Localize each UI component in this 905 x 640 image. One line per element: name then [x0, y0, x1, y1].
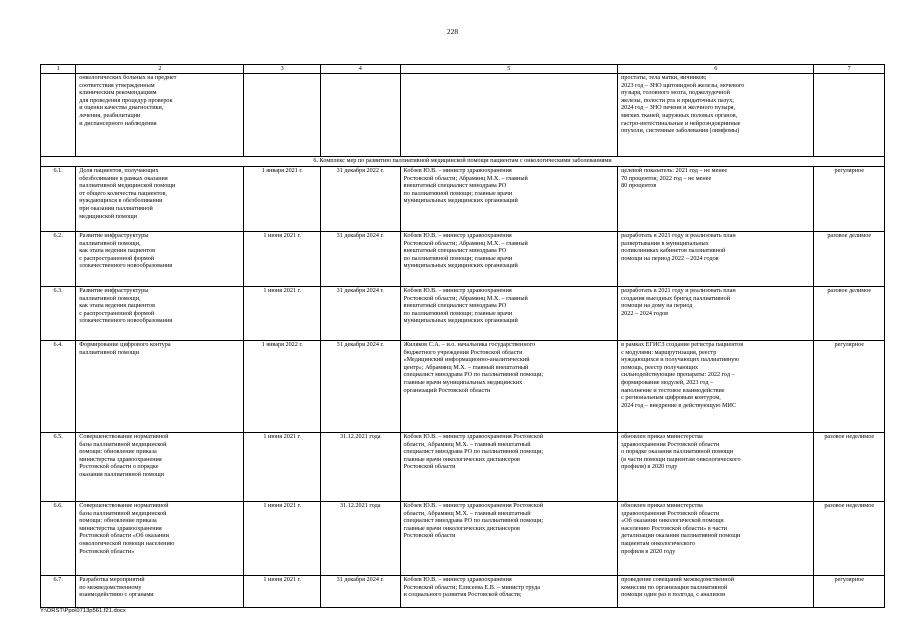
cell-num: 6.7. — [41, 576, 76, 608]
cell-result: разработать в 2021 году и реализовать план развертывания в муниципальных поликлиниках кабинетов паллиативной помощи на период 2022 – 2024 годов — [618, 232, 814, 287]
cell-name: Совершенствование нормативной базы паллиативной медицинской помощи: обновление приказа министерства здравоохранения Ростовской области «Об оказании онкологической помощи населению Ростовской области» — [76, 502, 244, 576]
file-path-footer: Y:\ORST\Ppo\0713p561.f21.docx — [40, 608, 126, 614]
cell-result: проведение совещаний межведомственной комиссии по организации паллиативной помощи один раз в полгода, с анализом — [618, 576, 814, 608]
cell-start: 1 июня 2021 г. — [244, 502, 321, 576]
page-number: 228 — [446, 27, 459, 36]
cell-start: 1 июня 2021 г. — [244, 287, 321, 341]
cell-frequency: разовое неделимое — [814, 433, 885, 502]
cell-name: онкологических больных на предмет соответствия утвержденным клиническим рекомендациям для проведения процедур проверок и оценки качества диагностики, лечения, реабилитации и диспансерного наблюдения — [76, 74, 244, 157]
cell-result: в рамках ЕГИСЗ создание регистра пациентов с модулями: маршрутизация, реестр нуждающихся и получающих паллиативную помощь, реестр получающих сильнодействующие препараты: 2022 год – формирование модулей, 2023 год – наполнение и тестовое взаимодействие с региональным цифровым контуром, 2024 год – внедрение в действующую МИС — [618, 341, 814, 433]
table-row — [41, 576, 885, 608]
table-row — [41, 232, 885, 287]
cell-name: Развитие инфраструктуры паллиативной помощи, как этапа ведения пациентов с распространенной формой злокачественного новообразования — [76, 232, 244, 287]
cell-name: Совершенствование нормативной базы паллиативной медицинской помощи: обновление приказа министерства здравоохранения Ростовской области о порядке оказания паллиативной помощи — [76, 433, 244, 502]
cell-start: 1 июня 2021 г. — [244, 232, 321, 287]
table-row — [41, 341, 885, 433]
cell-start: 1 января 2022 г. — [244, 341, 321, 433]
cell-frequency: разовое делимое — [814, 232, 885, 287]
cell-frequency: регулярное — [814, 167, 885, 232]
cell-result: простаты, тела матки, яичников; 2023 год – ЗНО щитовидной железы, мочевого пузыря, головного мозга, поджелудочной железы, полости рта и придаточных пазух; 2024 год – ЗНО печени и желчного пузыря, мягких тканей, наружных половых органов, гастро-интестинальные и нейроэндокринные опухоли, системные заболевания (лимфомы) — [618, 74, 814, 157]
section-title: 6. Комплекс мер по развитию паллиативной медицинской помощи пациентам с онкологическими заболеваниями — [41, 157, 885, 167]
cell-frequency: разовое неделимое — [814, 502, 885, 576]
cell-frequency: регулярное — [814, 341, 885, 433]
cell-end: 31 декабря 2024 г. — [320, 576, 400, 608]
cell-end: 31.12.2021 года — [320, 433, 400, 502]
cell-end: 31 декабря 2022 г. — [320, 167, 400, 232]
cell-start: 1 июня 2021 г. — [244, 433, 321, 502]
cell-name: Доля пациентов, получающих обезболивание в рамках оказания паллиативной медицинской помощи от общего количества пациентов, нуждающихся в обезболивании при оказании паллиативной медицинской помощи — [76, 167, 244, 232]
cell-result: целевой показатель: 2021 год – не менее 70 процентов; 2022 год – не менее 80 процентов — [618, 167, 814, 232]
cell-end: 31 декабря 2024 г. — [320, 232, 400, 287]
cell-num: 6.6. — [41, 502, 76, 576]
continuation-row — [41, 74, 885, 157]
column-number: 7 — [814, 65, 885, 74]
cell-start — [244, 74, 321, 157]
cell-name: Формирование цифрового контура паллиативной помощи — [76, 341, 244, 433]
cell-name: Развитие инфраструктуры паллиативной помощи, как этапа ведения пациентов с распространенной формой злокачественного новообразования — [76, 287, 244, 341]
table-row — [41, 167, 885, 232]
column-number: 2 — [76, 65, 244, 74]
cell-responsible: Кобзев Ю.В. – министр здравоохранения Ростовской области; Абрамянц М.Х. – главный внештатный специалист минздрава РО по паллиативной помощи; главные врачи муниципальных медицинских организаций — [400, 232, 618, 287]
cell-start: 1 июня 2021 г. — [244, 576, 321, 608]
cell-end: 31 декабря 2024 г. — [320, 287, 400, 341]
column-number: 6 — [618, 65, 814, 74]
cell-num: 6.2. — [41, 232, 76, 287]
cell-num — [41, 74, 76, 157]
cell-num: 6.1. — [41, 167, 76, 232]
cell-start: 1 января 2021 г. — [244, 167, 321, 232]
cell-responsible: Кобзев Ю.В. – министр здравоохранения Ростовской области; Абрамянц М.Х. – главный внештатный специалист минздрава РО по паллиативной помощи; главные врачи муниципальных медицинских организаций — [400, 167, 618, 232]
cell-frequency: регулярное — [814, 576, 885, 608]
cell-num: 6.4. — [41, 341, 76, 433]
cell-num: 6.3. — [41, 287, 76, 341]
plan-table — [40, 64, 885, 608]
cell-name: Разработка мероприятий по межведомственному взаимодействию с органами — [76, 576, 244, 608]
cell-responsible: Кобзев Ю.В. – министр здравоохранения Ростовской области, Абрамянц М.Х. – главный внештатный специалист минздрава РО по паллиативной помощи; главные врачи онкологических диспансеров Ростовской области — [400, 502, 618, 576]
cell-responsible — [400, 74, 618, 157]
cell-end: 31.12.2021 года — [320, 502, 400, 576]
cell-responsible: Кобзев Ю.В. – министр здравоохранения Ростовской области; Елисеева Е.В. – министр труда и социального развития Ростовской области; — [400, 576, 618, 608]
column-number: 1 — [41, 65, 76, 74]
table-row — [41, 287, 885, 341]
cell-result: разработать в 2021 году и реализовать план создания выездных бригад паллиативной помощи на дому на период 2022 – 2024 годов — [618, 287, 814, 341]
cell-frequency — [814, 74, 885, 157]
cell-frequency: разовое делимое — [814, 287, 885, 341]
cell-responsible: Кобзев Ю.В. – министр здравоохранения Ростовской области, Абрамянц М.Х. – главный внештатный специалист минздрава РО по паллиативной помощи; главные врачи онкологических диспансеров Ростовской области — [400, 433, 618, 502]
table-row — [41, 433, 885, 502]
cell-responsible: Жиляков С.А. – и.о. начальника государственного бюджетного учреждения Ростовской области «Медицинский информационно-аналитический центр»; Абрамянц М.Х. – главный внештатный специалист минздрава РО по паллиативной помощи; главные врачи муниципальных медицинских организаций Ростовской области — [400, 341, 618, 433]
column-number-row — [41, 65, 885, 74]
column-number: 5 — [400, 65, 618, 74]
cell-result: обновлен приказ министерства здравоохранения Ростовской области о порядке оказания паллиативной помощи (в части помощи пациентам онкологического профиля) в 2020 году — [618, 433, 814, 502]
cell-end: 31 декабря 2024 г. — [320, 341, 400, 433]
table-row — [41, 502, 885, 576]
cell-end — [320, 74, 400, 157]
section-row — [41, 157, 885, 167]
cell-result: обновлен приказ министерства здравоохранения Ростовской области «Об оказании онкологической помощи населению Ростовской области» в части детализации оказания паллиативной помощи пациентам онкологического профиля в 2020 году — [618, 502, 814, 576]
column-number: 3 — [244, 65, 321, 74]
column-number: 4 — [320, 65, 400, 74]
cell-num: 6.5. — [41, 433, 76, 502]
cell-responsible: Кобзев Ю.В. – министр здравоохранения Ростовской области; Абрамянц М.Х. – главный внештатный специалист минздрава РО по паллиативной помощи; главные врачи муниципальных медицинских организаций — [400, 287, 618, 341]
